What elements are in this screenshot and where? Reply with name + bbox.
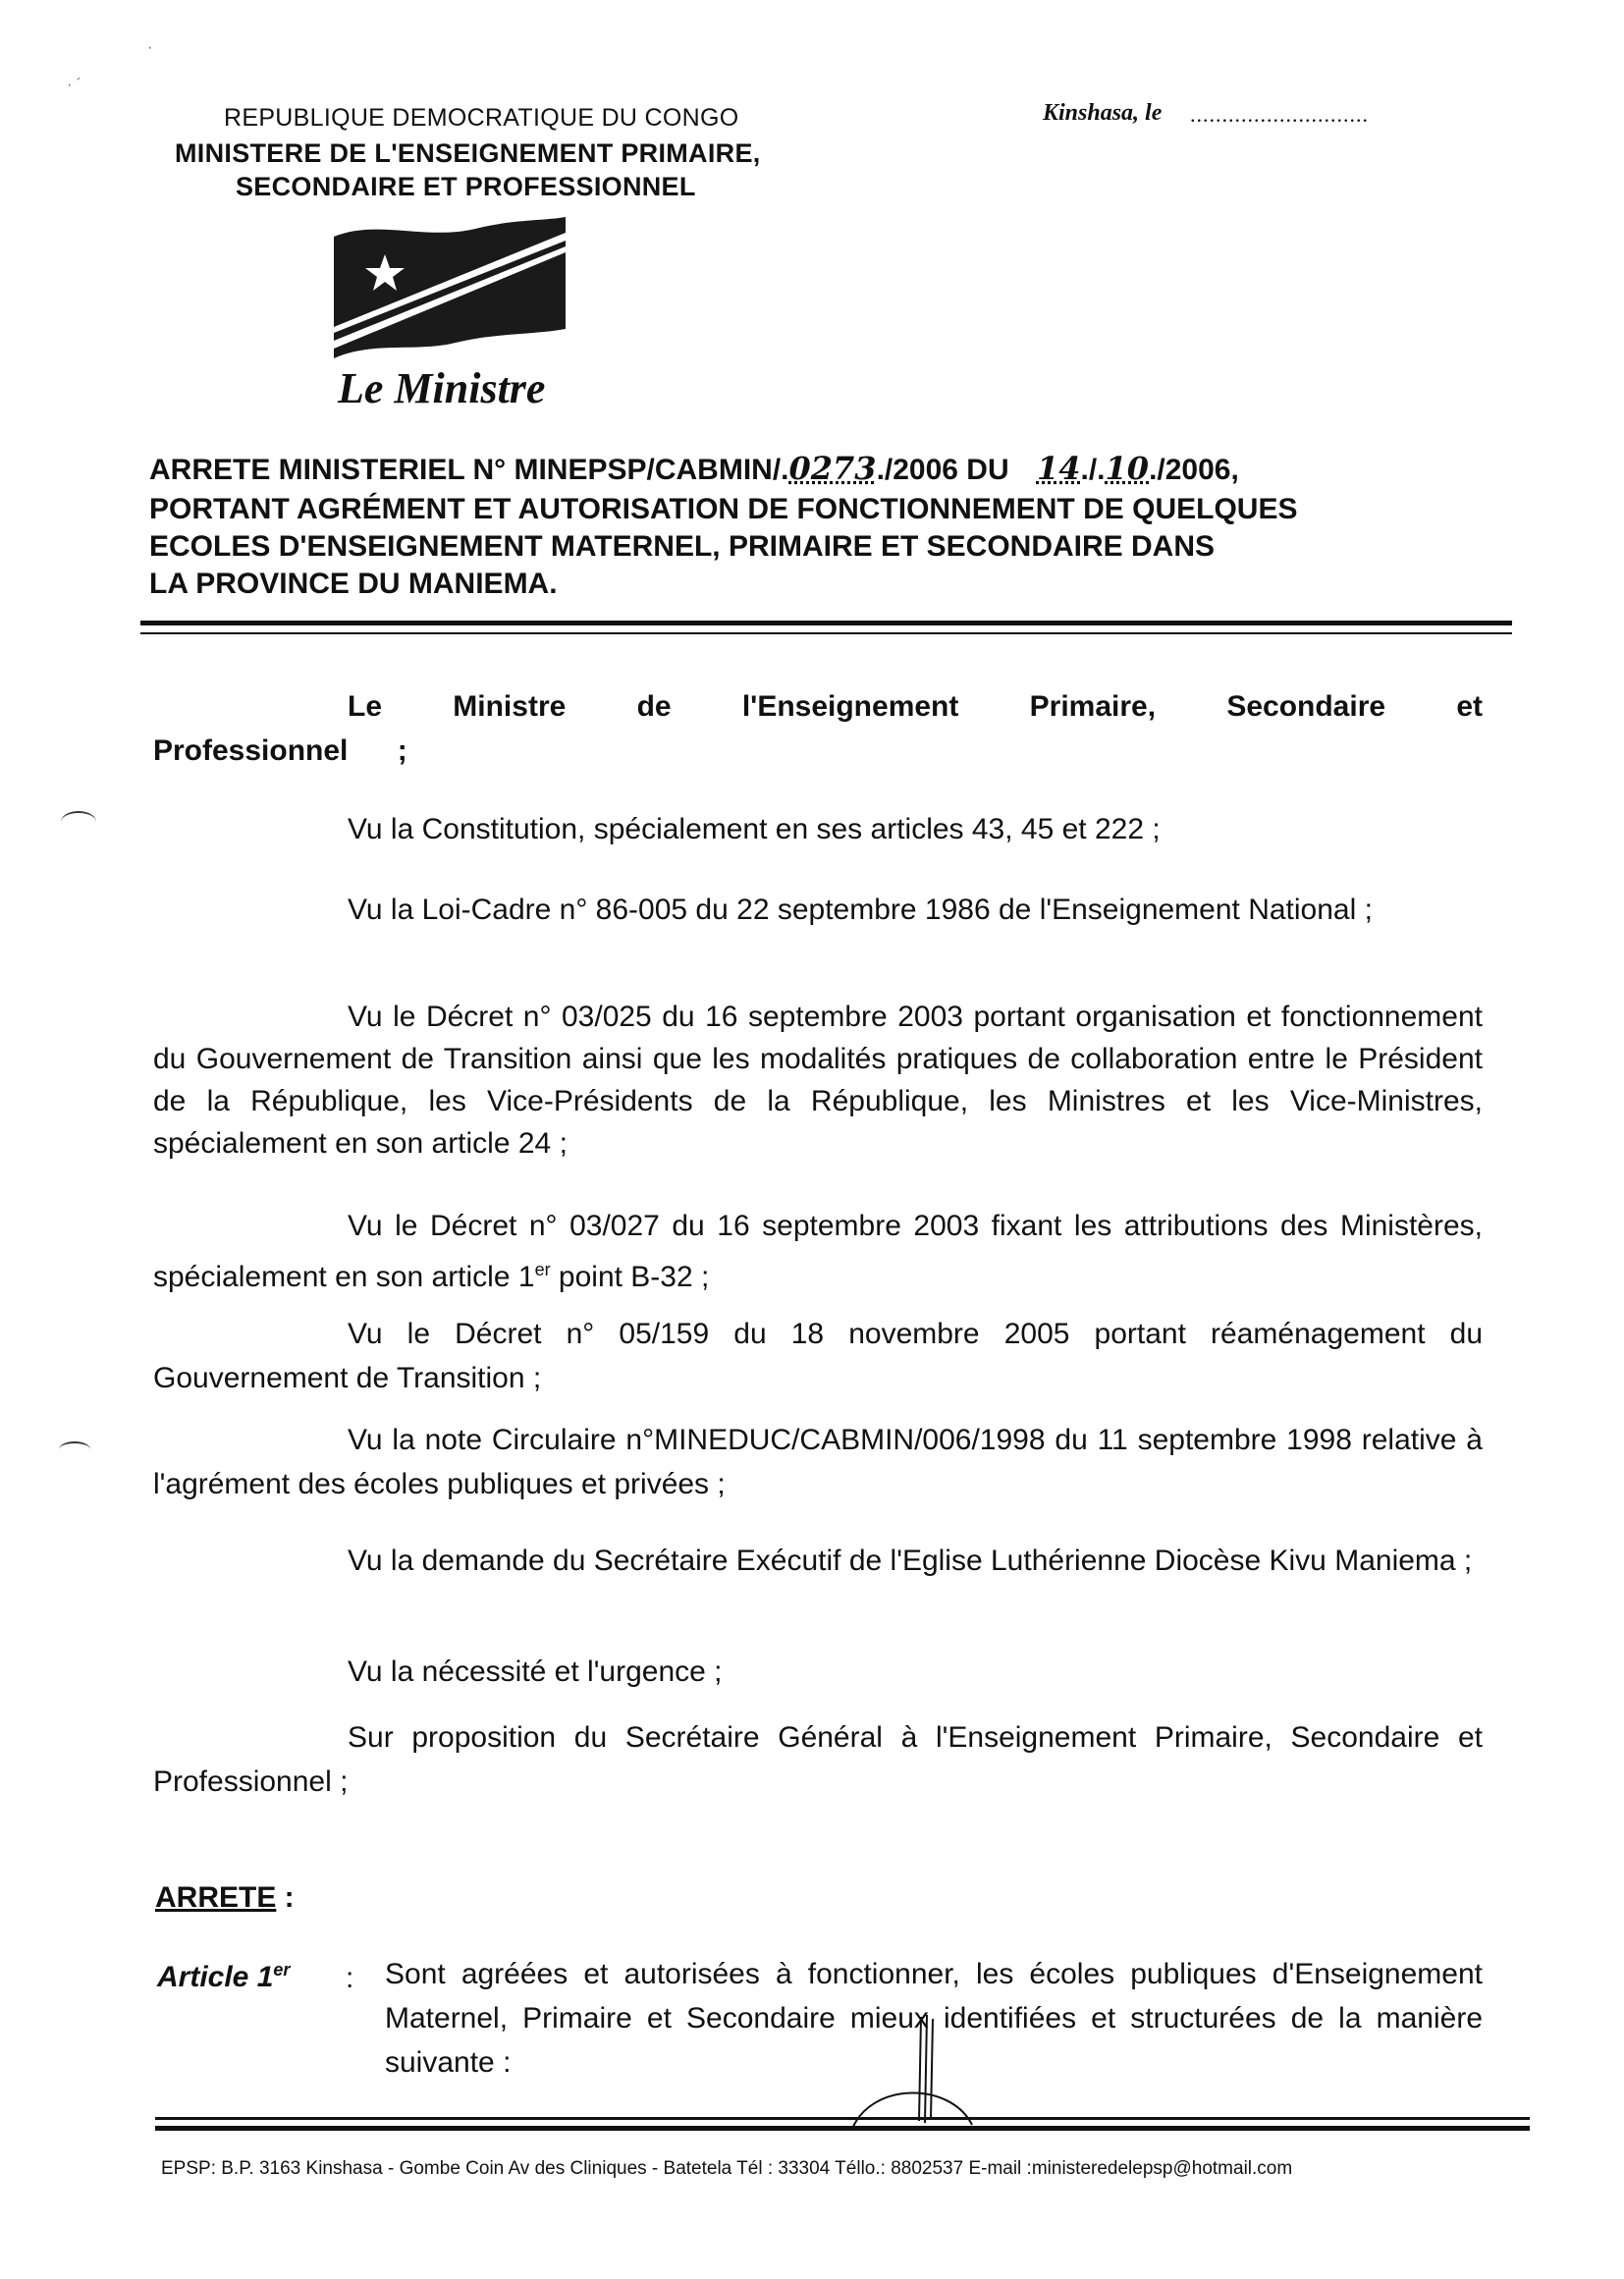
preamble-vu-loi-cadre: Vu la Loi-Cadre n° 86-005 du 22 septembre 1986 de l'Enseignement National ; — [348, 894, 1373, 926]
decree-number-handwritten: 0273 — [788, 450, 877, 487]
title-rule-thick — [140, 621, 1512, 625]
footer-rule-top — [155, 2117, 1530, 2120]
decree-day-handwritten: 14 — [1036, 450, 1081, 487]
place-label: Kinshasa, le — [1043, 100, 1163, 126]
decret-027-text-end: point B-32 ; — [550, 1261, 710, 1293]
date-placeholder: ............................ — [1190, 102, 1369, 127]
preamble-vu-constitution: Vu la Constitution, spécialement en ses articles 43, 45 et 222 ; — [348, 813, 1161, 845]
decret-027-text: Vu le Décret n° 03/027 du 16 septembre 2003 fixant les attributions des Ministères, spécialement en son article 1 — [153, 1210, 1483, 1293]
decree-title-suffix: ./2006, — [1149, 454, 1239, 486]
preamble-vu-decret-027 — [153, 1204, 1483, 1299]
decree-title-line2: PORTANT AGRÉMENT ET AUTORISATION DE FONCTIONNEMENT DE QUELQUES — [149, 493, 1298, 525]
decret-027-superscript: er — [534, 1260, 551, 1279]
preamble-vu-decret-159: Vu le Décret n° 05/159 du 18 novembre 2005 portant réaménagement du Gouvernement de Transition ; — [153, 1318, 1483, 1394]
preamble-vu-necessite: Vu la nécessité et l'urgence ; — [348, 1655, 723, 1688]
arrete-label: ARRETE — [155, 1881, 277, 1914]
decree-title-line3: ECOLES D'ENSEIGNEMENT MATERNEL, PRIMAIRE ET SECONDAIRE DANS — [149, 530, 1215, 563]
article-1-label: Article 1er — [157, 1960, 291, 1993]
footer-address: EPSP: B.P. 3163 Kinshasa - Gombe Coin Av des Cliniques - Batetela Tél : 33304 Téllo.: 8802537 E-mail :ministeredelepsp@hotmail.com — [161, 2158, 1293, 2179]
article-1-text: Sont agréées et autorisées à fonctionner, les écoles publiques d'Enseignement Maternel, Primaire et Secondaire mieux identifiées et structurées de la manière suivante : — [385, 1958, 1483, 2079]
hole-punch-mark — [61, 811, 96, 833]
decree-title-line4: LA PROVINCE DU MANIEMA. — [149, 568, 558, 600]
decree-title-mid: ./2006 DU — [876, 454, 1017, 486]
decree-month-handwritten: 10 — [1105, 450, 1150, 487]
signature-mark — [842, 2013, 980, 2141]
article-1-superscript: er — [273, 1960, 291, 1980]
preamble-sur-proposition: Sur proposition du Secrétaire Général à l'Enseignement Primaire, Secondaire et Professionnel ; — [153, 1721, 1483, 1798]
drc-flag-emblem — [328, 211, 571, 366]
preamble-vu-decret-025: Vu le Décret n° 03/025 du 16 septembre 2003 portant organisation et fonctionnement du Gouvernement de Transition ainsi que les modalités pratiques de collaboration entre le Président de la République, les Vice-Présidents de la République, les Ministres et les Vice-Ministres, spécialement en son article 24 ; — [153, 1001, 1483, 1160]
preamble-vu-demande: Vu la demande du Secrétaire Exécutif de l'Eglise Luthérienne Diocèse Kivu Maniema ; — [348, 1545, 1473, 1577]
minister-caption: Le Ministre — [338, 364, 546, 412]
country-name: REPUBLIQUE DEMOCRATIQUE DU CONGO — [224, 104, 739, 132]
arrete-colon: : — [276, 1881, 295, 1914]
footer-rule-bottom — [155, 2126, 1530, 2131]
decree-title-line1: ARRETE MINISTERIEL N° MINEPSP/CABMIN/.0273./2006 DU 14./.10./2006, — [149, 450, 1239, 487]
ministry-name-line2: SECONDAIRE ET PROFESSIONNEL — [236, 172, 696, 201]
preamble-intro: Le Ministre de l'Enseignement Primaire, Secondaire et Professionnel ; — [153, 690, 1483, 767]
decree-title-prefix: ARRETE MINISTERIEL N° MINEPSP/CABMIN/. — [149, 454, 789, 486]
arrete-heading — [155, 1881, 295, 1915]
preamble-vu-note-circulaire: Vu la note Circulaire n°MINEDUC/CABMIN/006/1998 du 11 septembre 1998 relative à l'agrément des écoles publiques et privées ; — [153, 1424, 1483, 1500]
article-1-colon: : — [346, 1962, 354, 1994]
ministry-name-line1: MINISTERE DE L'ENSEIGNEMENT PRIMAIRE, — [175, 138, 761, 168]
hole-punch-mark — [59, 1441, 90, 1457]
scan-speck: · — [147, 39, 153, 56]
scan-speck: · ´ — [67, 77, 82, 93]
title-rule-thin — [140, 632, 1512, 634]
